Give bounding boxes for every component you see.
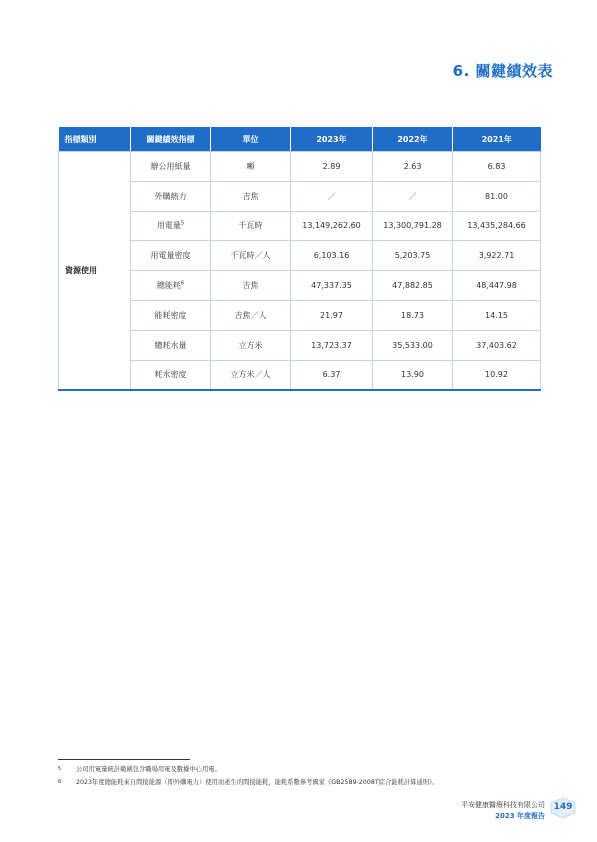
value-2023-cell: 2.89 (291, 152, 373, 182)
kpi-cell (131, 360, 211, 390)
unit-cell: 吉焦 (211, 271, 291, 301)
kpi-cell (131, 271, 211, 301)
footnote-number: 5 (58, 766, 62, 772)
value-2023-cell: 6,103.16 (291, 241, 373, 271)
kpi-cell (131, 300, 211, 330)
section-title: 6. 關鍵績效表 (452, 62, 553, 80)
kpi-label: 總耗水量 (154, 340, 187, 350)
kpi-cell (131, 330, 211, 360)
footnote-text: 公司用電量統計範圍包含職場用電及數據中心用電。 (76, 766, 221, 773)
value-2023-cell: 6.37 (291, 360, 373, 390)
value-2023-cell: 13,723.37 (291, 330, 373, 360)
header-2021: 2021年 (453, 127, 541, 152)
header-kpi: 關鍵績效指標 (131, 127, 211, 152)
kpi-table (58, 127, 541, 391)
value-2023-cell: 13,149,262.60 (291, 211, 373, 241)
kpi-cell (131, 211, 211, 241)
value-2021-cell: 13,435,284.66 (453, 211, 541, 241)
footnote-item (58, 763, 548, 776)
footnotes (58, 763, 548, 789)
kpi-label: 總能耗 (156, 281, 181, 291)
unit-cell: 吉焦 (211, 181, 291, 211)
kpi-label: 用電量密度 (150, 251, 191, 261)
value-2023-cell: 47,337.35 (291, 271, 373, 301)
value-2021-cell: 14.15 (453, 300, 541, 330)
value-2021-cell: 6.83 (453, 152, 541, 182)
value-2022-cell: 18.73 (373, 300, 453, 330)
table-row (59, 152, 541, 182)
value-2022-cell: 2.63 (373, 152, 453, 182)
value-2023-cell: 21.97 (291, 300, 373, 330)
footer-report-title: 2023 年度報告 (495, 812, 545, 820)
unit-cell: 立方米 (211, 330, 291, 360)
footnote-divider (58, 759, 190, 760)
value-2022-cell: 5,203.75 (373, 241, 453, 271)
kpi-label: 辦公用紙量 (150, 161, 191, 171)
table-row (59, 300, 541, 330)
footnote-ref: 6 (180, 280, 185, 287)
page-number: 149 (553, 802, 573, 812)
value-2021-cell: 48,447.98 (453, 271, 541, 301)
footnote-ref: 5 (180, 220, 185, 227)
table-row (59, 181, 541, 211)
value-2021-cell: 10.92 (453, 360, 541, 390)
table-row (59, 360, 541, 390)
page-number-badge (550, 797, 576, 819)
category-cell: 資源使用 (59, 152, 131, 391)
kpi-cell (131, 152, 211, 182)
unit-cell: 噸 (211, 152, 291, 182)
kpi-cell (131, 181, 211, 211)
kpi-cell (131, 241, 211, 271)
header-indicator-category: 指標類別 (59, 127, 131, 152)
value-2022-cell: 35,533.00 (373, 330, 453, 360)
table-row (59, 271, 541, 301)
value-2021-cell: 37,403.62 (453, 330, 541, 360)
table-row (59, 241, 541, 271)
value-2022-cell: 13,300,791.28 (373, 211, 453, 241)
footnote-item (58, 776, 548, 789)
unit-cell: 千瓦時 (211, 211, 291, 241)
footer-company-name: 平安健康醫療科技有限公司 (461, 801, 545, 809)
unit-cell: 吉焦／人 (211, 300, 291, 330)
value-2022-cell: ／ (373, 181, 453, 211)
value-2022-cell: 13.90 (373, 360, 453, 390)
footnote-number: 6 (58, 779, 62, 785)
value-2023-cell: ／ (291, 181, 373, 211)
table-header-row (59, 127, 541, 152)
table-row (59, 330, 541, 360)
unit-cell: 立方米／人 (211, 360, 291, 390)
kpi-label: 耗水密度 (154, 370, 187, 380)
kpi-label: 外購熱力 (154, 191, 187, 201)
unit-cell: 千瓦時／人 (211, 241, 291, 271)
kpi-label: 能耗密度 (154, 310, 187, 320)
footnote-text: 2023年度總能耗來自間接能源（即外購電力）使用而產生的間接能耗，能耗系數參考國家《GB2589-2008T綜合能耗計算通則》。 (76, 779, 439, 786)
value-2022-cell: 47,882.85 (373, 271, 453, 301)
kpi-label: 用電量 (156, 221, 181, 231)
kpi-table-container (58, 127, 540, 391)
table-row (59, 211, 541, 241)
header-2022: 2022年 (373, 127, 453, 152)
header-unit: 單位 (211, 127, 291, 152)
value-2021-cell: 81.00 (453, 181, 541, 211)
value-2021-cell: 3,922.71 (453, 241, 541, 271)
header-2023: 2023年 (291, 127, 373, 152)
